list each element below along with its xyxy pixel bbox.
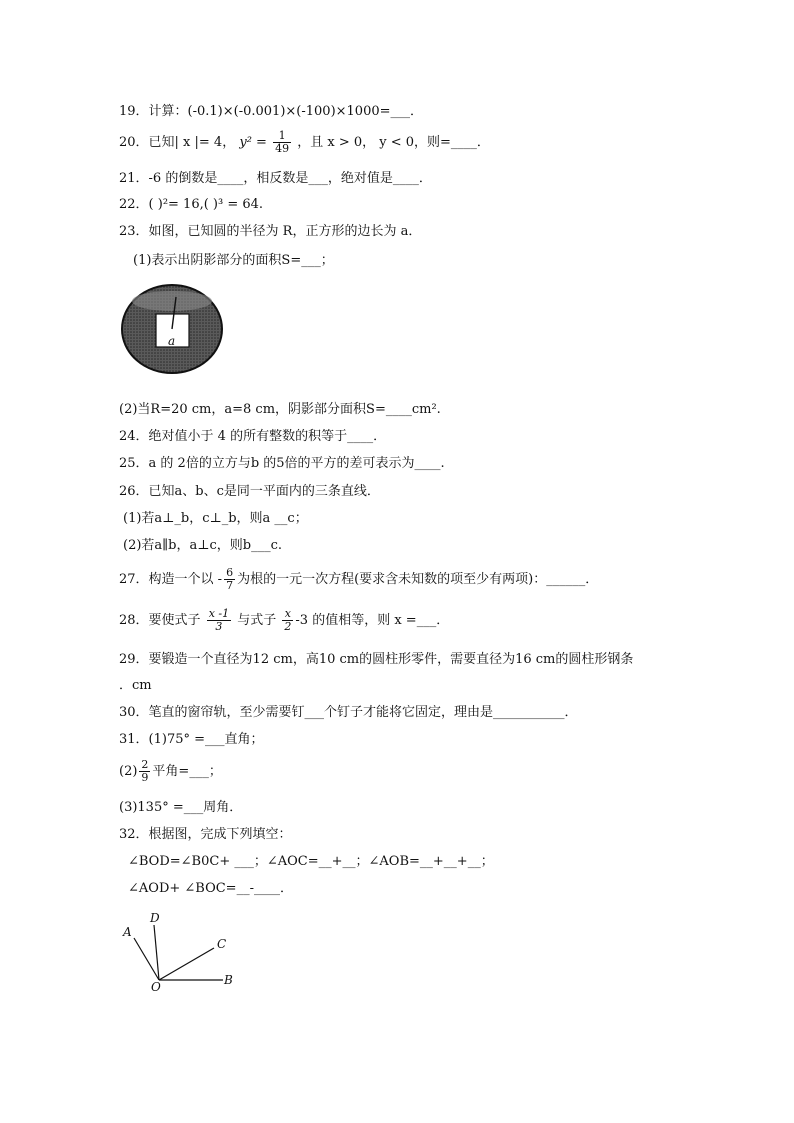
question-31-part3: (3)135° =___周角．	[119, 800, 243, 815]
q28-denominator-1: 3	[215, 620, 223, 633]
question-30: 30．笔直的窗帘轨，至少需要钉___个钉子才能将它固定，理由是___________．	[119, 705, 578, 720]
question-31-part1: 31．(1)75° =___直角；	[119, 732, 264, 747]
circle-highlight	[132, 291, 212, 311]
q28-text-a: 28．要使式子	[119, 613, 201, 628]
question-19: 19．计算：(-0.1)×(-0.001)×(-100)×1000=___．	[119, 104, 424, 119]
q31-fraction	[139, 759, 150, 784]
q20-numerator: 1	[273, 130, 291, 143]
q31-numerator: 2	[141, 758, 149, 771]
question-31-part2	[119, 756, 222, 788]
ray-OC	[159, 948, 214, 980]
q20-text-b: ，且 x > 0， y < 0，则=____．	[297, 135, 490, 150]
q20-y-squared: y² =	[239, 135, 267, 150]
question-26-part1: (1)若a⊥_b，c⊥_b，则a __c；	[123, 511, 308, 526]
label-D: D	[150, 911, 160, 925]
circle-square-figure	[118, 283, 228, 379]
question-23-stem: 23．如图，已知圆的半径为 R，正方形的边长为 a．	[119, 224, 422, 239]
question-32-line2: ∠AOD+ ∠BOC=__-____．	[128, 881, 293, 896]
label-C: C	[217, 937, 227, 951]
q27-fraction	[224, 567, 235, 592]
question-21: 21．-6 的倒数是____，相反数是___，绝对值是____．	[119, 171, 432, 186]
question-20	[119, 128, 490, 158]
q31-denominator: 9	[141, 771, 149, 784]
question-23-part2: (2)当R=20 cm，a=8 cm，阴影部分面积S=____cm².	[119, 402, 441, 417]
side-label-a: a	[168, 334, 176, 348]
question-26-part2: (2)若a∥b，a⊥c，则b___c.	[123, 538, 282, 553]
question-25: 25．a 的 2倍的立方与b 的5倍的平方的差可表示为____.	[119, 456, 445, 471]
q27-text-a: 27．构造一个以 -	[119, 572, 223, 587]
q28-fraction-1	[207, 608, 231, 633]
q28-text-c: -3 的值相等，则 x =___．	[295, 613, 450, 628]
q27-denominator: 7	[226, 579, 234, 592]
q28-numerator-1: x -1	[208, 607, 230, 620]
q31-text-b: 平角=___；	[152, 764, 222, 779]
q28-denominator-2: 2	[284, 620, 292, 633]
label-O: O	[151, 980, 161, 994]
label-A: A	[123, 925, 132, 939]
q27-numerator: 6	[226, 566, 234, 579]
angle-diagram	[115, 905, 245, 995]
q20-fraction	[273, 130, 291, 155]
question-28	[119, 605, 449, 637]
question-24: 24．绝对值小于 4 的所有整数的积等于____．	[119, 429, 387, 444]
q20-text-a: 20．已知| x |= 4，	[119, 135, 236, 150]
question-26-stem: 26．已知a、b、c是同一平面内的三条直线．	[119, 484, 380, 499]
question-27	[119, 564, 598, 596]
q28-numerator-2: x	[282, 608, 293, 621]
label-B: B	[224, 973, 233, 987]
question-32-stem: 32．根据图，完成下列填空：	[119, 827, 292, 842]
q20-denominator: 49	[275, 142, 290, 155]
q27-text-b: 为根的一元一次方程(要求含未知数的项至少有两项)：______．	[237, 572, 599, 587]
q28-text-b: 与式子	[237, 613, 277, 628]
question-29-line1: 29．要锻造一个直径为12 cm，高10 cm的圆柱形零件，需要直径为16 cm的圆柱形钢条	[119, 652, 634, 667]
q28-fraction-2	[282, 608, 293, 633]
question-23-part1: (1)表示出阴影部分的面积S=___；	[133, 253, 334, 268]
q31-text-a: (2)	[119, 764, 138, 779]
question-32-line1: ∠BOD=∠B0C+ ___；∠AOC=__+__；∠AOB=__+__+__；	[128, 854, 494, 869]
question-29-line2: ．cm	[119, 678, 152, 693]
question-22: 22．( )²= 16,( )³ = 64.	[119, 197, 264, 212]
